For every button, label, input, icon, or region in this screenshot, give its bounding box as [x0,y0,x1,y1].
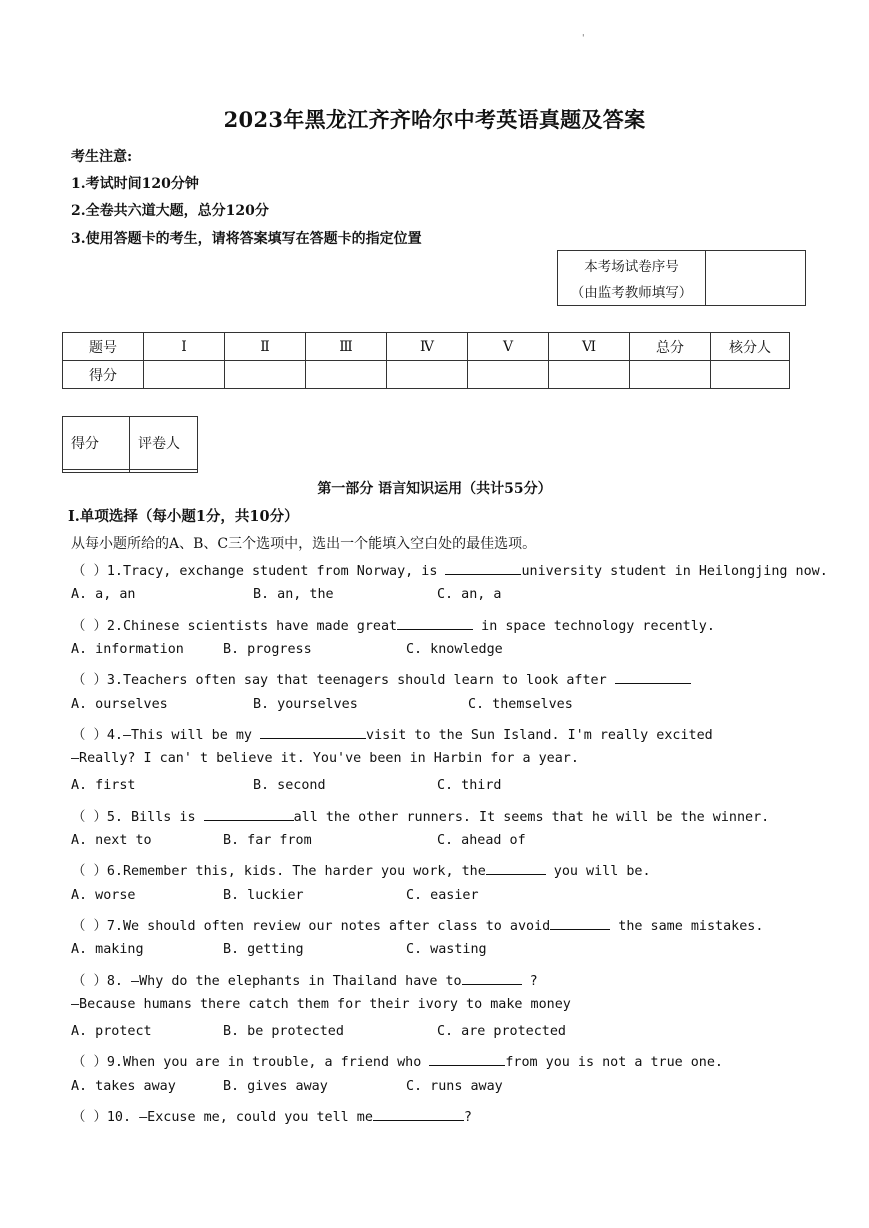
question-1: （ ）1.Tracy, exchange student from Norway, is university student in Heilongjing now. [72,560,828,579]
option-b[interactable]: B. luckier [223,888,304,903]
score-cell[interactable] [144,361,225,389]
score-cell[interactable] [306,361,387,389]
question-4-dialogue: —Really? I can' t believe it. You've been in Harbin for a year. [71,751,579,766]
option-c[interactable]: C. wasting [406,942,487,957]
answer-blank[interactable] [550,916,610,930]
option-b[interactable]: B. gives away [223,1079,328,1094]
option-c[interactable]: C. knowledge [406,642,503,657]
grader-score-label: 得分 [63,417,130,470]
answer-blank[interactable] [397,616,473,630]
question-7: （ ）7.We should often review our notes after class to avoid the same mistakes. [72,915,763,934]
score-row-label: 得分 [63,361,144,389]
section-title: Ⅰ.单项选择（每小题1分，共10分） [68,508,299,525]
note-item: 2.全卷共六道大题，总分120分 [71,203,269,219]
answer-blank[interactable] [429,1052,505,1066]
score-header-cell: Ⅰ [144,333,225,361]
header-mark: ' [582,34,585,44]
notes-heading: 考生注意: [71,149,133,165]
option-a[interactable]: A. ourselves [71,697,168,712]
grader-table [62,416,198,473]
note-item: 1.考试时间120分钟 [71,176,199,192]
option-b[interactable]: B. an, the [253,587,334,602]
score-header-cell: Ⅱ [225,333,306,361]
option-a[interactable]: A. information [71,642,184,657]
score-header-cell: 核分人 [711,333,790,361]
score-cell[interactable] [549,361,630,389]
option-c[interactable]: C. are protected [437,1024,566,1039]
question-2-options [71,642,631,660]
question-6-options [71,888,631,906]
seat-number-box [557,250,806,306]
option-c[interactable]: C. themselves [468,697,573,712]
grader-name-label: 评卷人 [130,417,198,470]
score-cell[interactable] [630,361,711,389]
answer-blank[interactable] [204,807,294,821]
question-4: （ ）4.—This will be my visit to the Sun Island. I'm really excited [72,724,713,743]
option-a[interactable]: A. protect [71,1024,152,1039]
option-b[interactable]: B. be protected [223,1024,344,1039]
grader-name-cell[interactable] [130,470,198,473]
instruction-text: 从每小题所给的A、B、C三个选项中，选出一个能填入空白处的最佳选项。 [71,536,537,552]
score-cell[interactable] [387,361,468,389]
option-c[interactable]: C. third [437,778,502,793]
question-9-options [71,1079,631,1097]
question-9: （ ）9.When you are in trouble, a friend who from you is not a true one. [72,1051,723,1070]
option-a[interactable]: A. making [71,942,144,957]
question-4-options [71,778,631,796]
question-10: （ ）10. —Excuse me, could you tell me ? [72,1106,472,1125]
part-title: 第一部分 语言知识运用（共计55分） [317,481,552,497]
option-b[interactable]: B. progress [223,642,312,657]
option-a[interactable]: A. takes away [71,1079,176,1094]
score-cell[interactable] [711,361,790,389]
grader-score-cell[interactable] [63,470,130,473]
score-cell[interactable] [468,361,549,389]
seat-number-field[interactable] [706,251,806,306]
question-8-options [71,1024,631,1042]
option-b[interactable]: B. far from [223,833,312,848]
option-b[interactable]: B. yourselves [253,697,358,712]
score-header-cell: Ⅴ [468,333,549,361]
answer-blank[interactable] [462,971,522,985]
option-c[interactable]: C. ahead of [437,833,526,848]
option-a[interactable]: A. a, an [71,587,136,602]
score-header-cell: 题号 [63,333,144,361]
question-3: （ ）3.Teachers often say that teenagers should learn to look after [72,669,691,688]
score-header-row [63,333,790,361]
answer-blank[interactable] [260,725,366,739]
score-table [62,332,790,389]
score-value-row [63,361,790,389]
score-header-cell: Ⅵ [549,333,630,361]
answer-blank[interactable] [486,861,546,875]
option-a[interactable]: A. first [71,778,136,793]
question-5-options [71,833,631,851]
question-1-options [71,587,631,605]
question-3-options [71,697,631,715]
option-b[interactable]: B. getting [223,942,304,957]
question-8-dialogue: —Because humans there catch them for their ivory to make money [71,997,571,1012]
page-title: 2023年黑龙江齐齐哈尔中考英语真题及答案 [223,107,646,132]
score-header-cell: Ⅳ [387,333,468,361]
option-c[interactable]: C. easier [406,888,479,903]
note-item: 3.使用答题卡的考生，请将答案填写在答题卡的指定位置 [71,231,422,247]
option-c[interactable]: C. runs away [406,1079,503,1094]
option-b[interactable]: B. second [253,778,326,793]
question-6: （ ）6.Remember this, kids. The harder you work, the you will be. [72,860,651,879]
option-a[interactable]: A. worse [71,888,136,903]
answer-blank[interactable] [373,1107,464,1121]
question-5: （ ）5. Bills is all the other runners. It seems that he will be the winner. [72,806,769,825]
answer-blank[interactable] [615,670,691,684]
seat-number-label: 本考场试卷序号 （由监考教师填写） [558,251,706,306]
score-header-cell: Ⅲ [306,333,387,361]
question-8: （ ）8. —Why do the elephants in Thailand have to ? [72,970,538,989]
score-header-cell: 总分 [630,333,711,361]
question-2: （ ）2.Chinese scientists have made great in space technology recently. [72,615,715,634]
option-a[interactable]: A. next to [71,833,152,848]
option-c[interactable]: C. an, a [437,587,502,602]
score-cell[interactable] [225,361,306,389]
question-7-options [71,942,631,960]
answer-blank[interactable] [445,561,521,575]
